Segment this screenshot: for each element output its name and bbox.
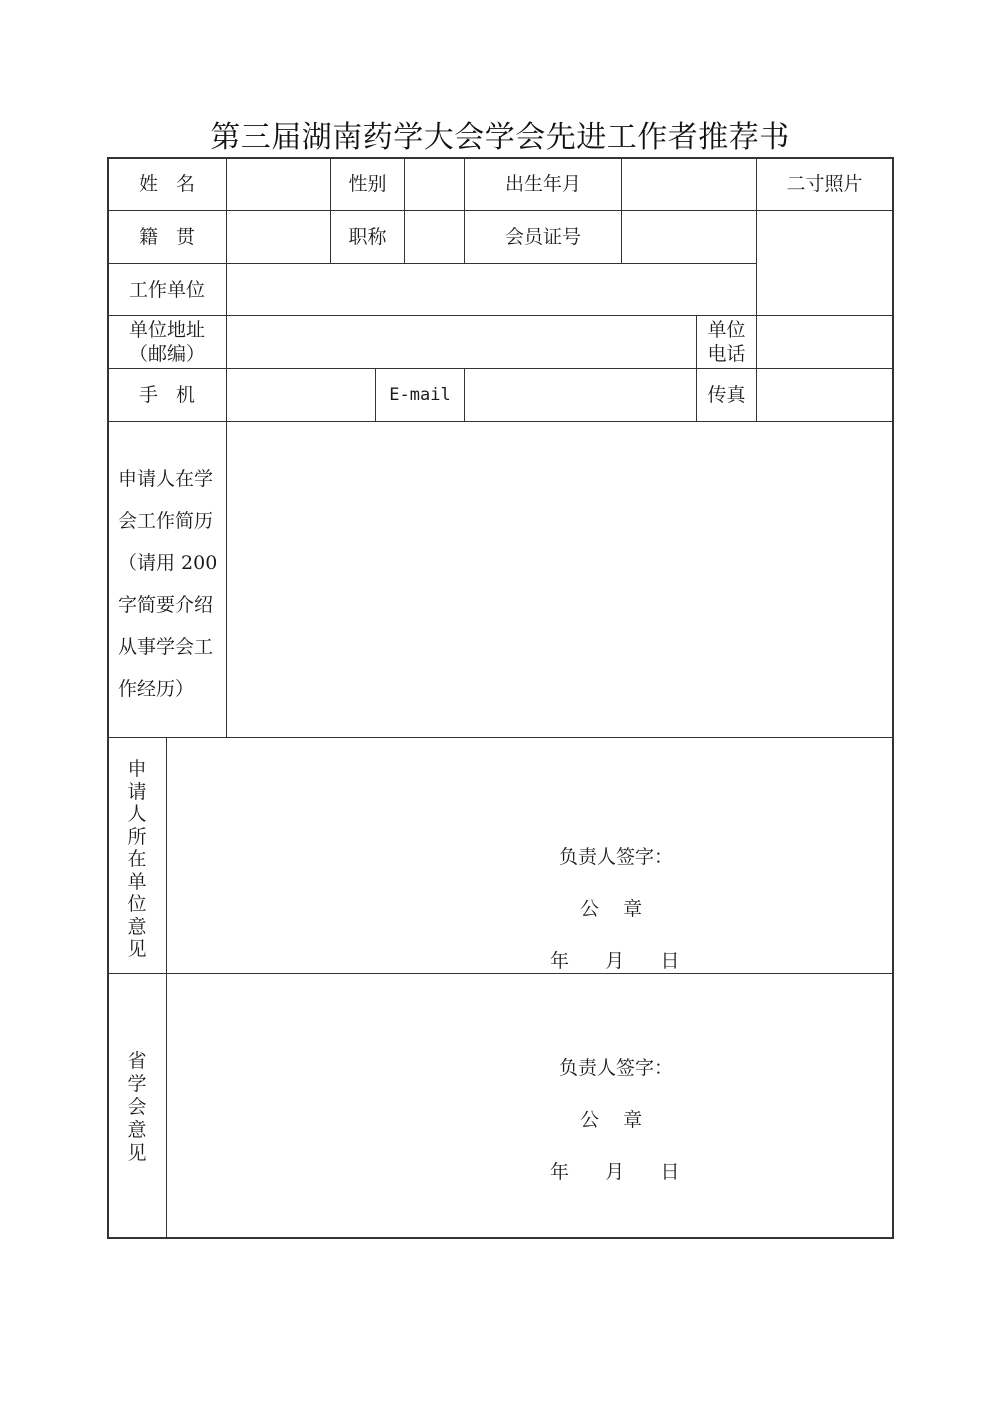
- mobile-field[interactable]: [227, 369, 375, 421]
- unit-seal-label: 公 章: [580, 898, 643, 920]
- unit-opinion-char: 见: [127, 938, 147, 960]
- unit-opinion-char: 请: [127, 780, 147, 803]
- society-opinion-char: 见: [127, 1142, 147, 1164]
- unit-address-label: [108, 316, 226, 368]
- birth-date-field[interactable]: [622, 158, 756, 210]
- native-place-field[interactable]: [227, 211, 330, 263]
- work-unit-label: 工作单位: [128, 278, 205, 301]
- unit-date-label: 年 月 日: [550, 950, 680, 972]
- society-date-label: 年 月 日: [550, 1161, 680, 1183]
- member-number-label: 会员证号: [504, 226, 581, 248]
- email-label: E-mail: [389, 385, 451, 405]
- job-title-label: 职称: [348, 226, 387, 248]
- resume-label: [108, 458, 226, 710]
- society-opinion-char: 省: [127, 1050, 147, 1072]
- email-field[interactable]: [465, 369, 696, 421]
- unit-phone-field[interactable]: [757, 316, 892, 368]
- unit-opinion-char: 在: [127, 848, 147, 870]
- work-unit-field[interactable]: [227, 264, 756, 315]
- unit-address-field[interactable]: [227, 316, 696, 368]
- resume-field[interactable]: [227, 422, 892, 737]
- society-seal-label: 公 章: [580, 1109, 643, 1131]
- society-opinion-char: 意: [127, 1119, 147, 1141]
- unit-phone-label-line1: 单位: [707, 319, 746, 341]
- gender-field[interactable]: [405, 158, 464, 210]
- unit-opinion-char: 位: [127, 893, 147, 915]
- fax-field[interactable]: [757, 369, 892, 421]
- society-opinion-char: 会: [127, 1096, 147, 1118]
- unit-opinion-char: 申: [127, 758, 147, 780]
- unit-opinion-field[interactable]: [167, 738, 892, 973]
- gender-label: 性别: [348, 173, 387, 195]
- photo-box[interactable]: [757, 211, 892, 315]
- member-number-field[interactable]: [622, 211, 756, 263]
- society-signature-label: 负责人签字：: [559, 1057, 674, 1079]
- unit-opinion-char: 意: [127, 915, 147, 938]
- mobile-label: 手机: [138, 384, 213, 406]
- photo-label: 二寸照片: [786, 173, 863, 195]
- society-opinion-label: [108, 1050, 166, 1165]
- unit-opinion-label: [108, 758, 166, 961]
- form-title: 第三届湖南药学大会学会先进工作者推荐书: [210, 120, 790, 155]
- unit-signature-label: 负责人签字：: [559, 846, 674, 868]
- unit-opinion-char: 所: [127, 825, 147, 848]
- birth-date-label: 出生年月: [504, 173, 581, 195]
- name-label: 姓名: [138, 173, 213, 195]
- resume-label-line: 从事学会工: [118, 636, 214, 658]
- unit-opinion-char: 单: [127, 870, 147, 893]
- name-field[interactable]: [227, 158, 330, 210]
- resume-label-line: 作经历）: [118, 678, 195, 700]
- unit-address-label-line1: 单位地址: [128, 319, 205, 341]
- resume-label-line: 会工作简历: [118, 510, 214, 532]
- unit-phone-label-line2: 电话: [707, 343, 746, 365]
- resume-label-line: 申请人在学: [118, 468, 214, 490]
- resume-label-line: （请用 200: [118, 552, 218, 574]
- unit-address-label-line2: （邮编）: [128, 343, 205, 365]
- society-opinion-field[interactable]: [167, 974, 892, 1237]
- resume-label-line: 字简要介绍: [118, 594, 214, 616]
- fax-label: 传真: [707, 384, 746, 406]
- unit-opinion-char: 人: [127, 803, 147, 825]
- unit-phone-label: [697, 316, 756, 368]
- job-title-field[interactable]: [405, 211, 464, 263]
- society-opinion-char: 学: [127, 1073, 147, 1095]
- native-place-label: 籍贯: [138, 226, 213, 248]
